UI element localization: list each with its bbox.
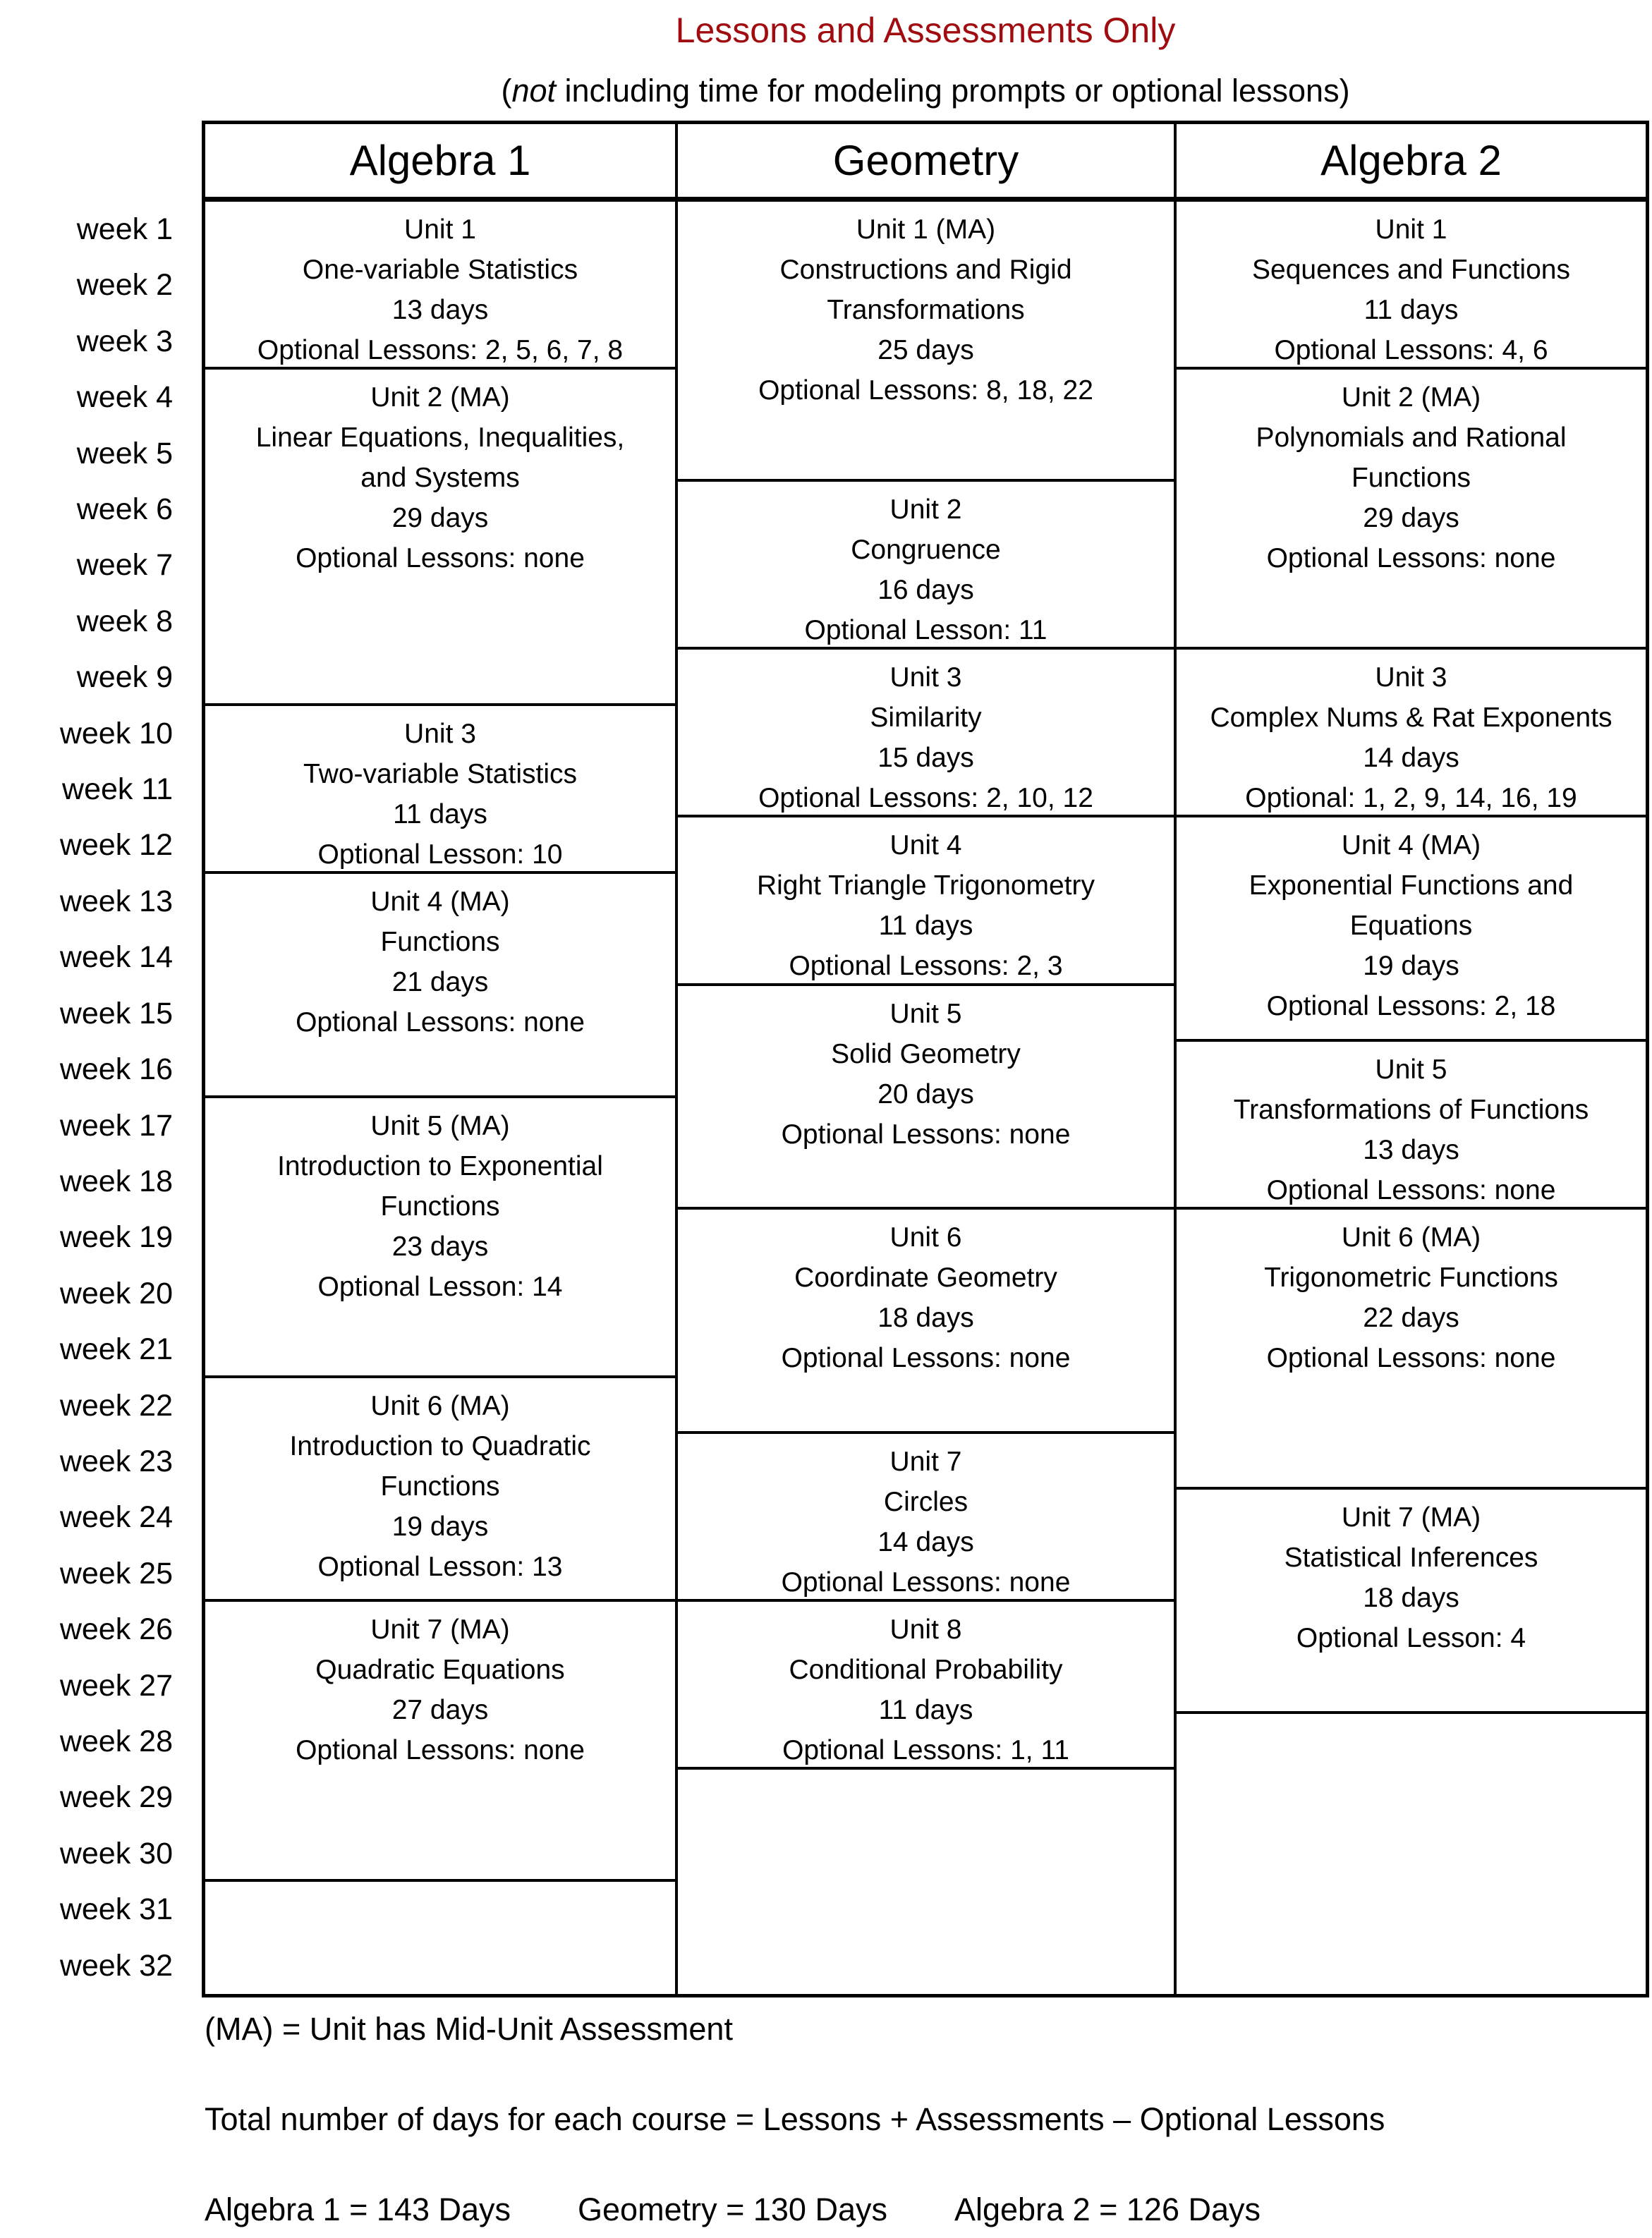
unit-cell-line: 20 days <box>877 1078 974 1109</box>
unit-cell-algebra-2-unit-5 <box>1177 1042 1646 1210</box>
unit-cell-line: Optional Lessons: none <box>296 1735 585 1766</box>
course-total-algebra-2: Algebra 2 = 126 Days <box>954 2191 1261 2227</box>
unit-cell-line: Statistical Inferences <box>1284 1543 1538 1574</box>
unit-cell-line: Unit 8 <box>889 1614 962 1646</box>
unit-cell-algebra-1-unit-6-ma <box>205 1378 675 1603</box>
unit-cell-line: 11 days <box>878 1695 973 1726</box>
unit-cell-line: 16 days <box>877 575 974 606</box>
unit-cell-line: Unit 7 (MA) <box>370 1614 510 1646</box>
unit-cell-line: Transformations of Functions <box>1233 1095 1589 1126</box>
unit-cell-line: Unit 6 (MA) <box>1341 1222 1481 1253</box>
unit-cell-algebra-2-unit-6-ma <box>1177 1210 1646 1490</box>
unit-cell-line: 18 days <box>877 1303 974 1334</box>
week-label: week 17 <box>59 1108 173 1143</box>
week-label: week 6 <box>76 492 173 527</box>
unit-cell-line: 22 days <box>1363 1303 1459 1334</box>
week-label: week 5 <box>76 436 173 470</box>
table-header-row <box>205 124 1646 202</box>
unit-cell-geometry-unit-1-ma <box>678 202 1174 482</box>
unit-cell-line: Optional Lessons: none <box>1266 1175 1556 1206</box>
unit-cell-line: Unit 3 <box>889 662 962 693</box>
week-label: week 16 <box>59 1052 173 1087</box>
unit-cell-line: Optional Lesson: 13 <box>317 1551 563 1582</box>
unit-cell-line: 29 days <box>1363 503 1459 534</box>
unit-cell-line: 25 days <box>877 335 974 365</box>
unit-cell-line: Unit 1 <box>1375 214 1447 245</box>
week-label: week 14 <box>59 940 173 975</box>
unit-cell-algebra-1-unit-5-ma <box>205 1098 675 1378</box>
unit-cell-line: Coordinate Geometry <box>794 1263 1057 1294</box>
unit-cell-line: Optional Lesson: 11 <box>804 615 1047 646</box>
unit-cell-line: 21 days <box>391 966 489 997</box>
course-header-algebra-2: Algebra 2 <box>1320 137 1502 184</box>
unit-cell-line: Optional Lessons: none <box>1266 543 1556 574</box>
unit-cell-geometry-unit-4 <box>678 817 1174 985</box>
unit-cell-line: Unit 3 <box>404 718 476 749</box>
unit-cell-algebra-2-unit-4-ma <box>1177 817 1646 1042</box>
unit-cell-line: 15 days <box>877 743 974 774</box>
unit-cell-line: Unit 2 <box>889 494 962 525</box>
page-title: Lessons and Assessments Only <box>675 11 1176 50</box>
unit-cell-line: Optional Lesson: 14 <box>317 1271 563 1302</box>
week-label: week 11 <box>62 772 173 807</box>
unit-cell-algebra-2-unit-7-ma <box>1177 1490 1646 1714</box>
unit-cell-line: Unit 6 (MA) <box>370 1390 510 1421</box>
unit-cell-line: and Systems <box>360 463 520 494</box>
unit-cell-line: 11 days <box>393 798 487 829</box>
week-label: week 8 <box>76 604 173 638</box>
unit-cell-line: Optional Lessons: 2, 5, 6, 7, 8 <box>257 335 624 365</box>
unit-cell-line: Similarity <box>870 703 982 734</box>
unit-cell-line: 27 days <box>391 1695 489 1726</box>
week-label: week 15 <box>59 996 173 1030</box>
unit-cell-line: Optional Lessons: 2, 18 <box>1266 991 1556 1022</box>
unit-cell-line: 29 days <box>391 503 489 534</box>
unit-cell-line: Unit 3 <box>1375 662 1447 693</box>
unit-cell-line: Congruence <box>851 535 1001 566</box>
week-label: week 26 <box>59 1612 173 1647</box>
course-total-geometry: Geometry = 130 Days <box>578 2191 887 2227</box>
week-label: week 21 <box>59 1332 173 1367</box>
unit-cell-line: Optional Lessons: 2, 3 <box>789 951 1063 982</box>
total-days-formula: Total number of days for each course = Lessons + Assessments – Optional Lessons <box>205 2101 1385 2137</box>
week-label: week 13 <box>59 884 173 918</box>
week-label: week 29 <box>59 1780 173 1815</box>
unit-cell-line: Circles <box>883 1486 968 1517</box>
unit-cell-algebra-2-unit-2-ma <box>1177 370 1646 650</box>
unit-cell-geometry-unit-6 <box>678 1210 1174 1434</box>
pacing-table <box>202 121 1649 1997</box>
week-label: week 28 <box>59 1724 173 1758</box>
course-column-algebra-1 <box>205 202 678 1994</box>
unit-cell-geometry-unit-2 <box>678 482 1174 650</box>
unit-cell-line: Optional Lessons: none <box>781 1567 1071 1598</box>
unit-cell-algebra-1-unit-2-ma <box>205 370 675 705</box>
unit-cell-line: Optional Lessons: none <box>1266 1343 1556 1374</box>
course-header-algebra-1: Algebra 1 <box>205 124 678 197</box>
course-header-geometry: Geometry <box>678 124 1177 197</box>
unit-cell-line: Polynomials and Rational <box>1256 422 1567 454</box>
unit-cell-line: One-variable Statistics <box>302 255 578 285</box>
week-label: week 12 <box>59 828 173 863</box>
week-label: week 27 <box>59 1668 173 1703</box>
unit-cell-line: Optional Lesson: 10 <box>317 839 563 870</box>
unit-cell-geometry-unit-7 <box>678 1434 1174 1602</box>
unit-cell-line: Optional: 1, 2, 9, 14, 16, 19 <box>1245 783 1577 814</box>
unit-cell-line: Introduction to Quadratic <box>289 1430 591 1461</box>
unit-cell-algebra-1-unit-4-ma <box>205 874 675 1098</box>
week-label: week 3 <box>76 324 173 358</box>
week-label: week 23 <box>59 1444 173 1478</box>
week-label: week 4 <box>76 380 173 415</box>
week-label: week 31 <box>59 1892 173 1927</box>
unit-cell-line: Equations <box>1349 911 1473 942</box>
table-body <box>205 202 1646 1994</box>
course-total-algebra-1: Algebra 1 = 143 Days <box>205 2191 511 2227</box>
subtitle-prefix: ( <box>501 73 512 109</box>
unit-cell-line: 11 days <box>878 911 973 942</box>
course-column-algebra-2 <box>1177 202 1646 1994</box>
unit-cell-line: Introduction to Exponential <box>277 1150 603 1181</box>
unit-cell-line: Quadratic Equations <box>315 1655 565 1686</box>
week-label: week 18 <box>59 1164 173 1198</box>
empty-cell-algebra-1 <box>205 1882 675 1994</box>
empty-cell-geometry <box>678 1770 1174 1994</box>
legend-note: (MA) = Unit has Mid-Unit Assessment <box>205 2011 733 2047</box>
unit-cell-line: Functions <box>380 1471 500 1502</box>
week-label: week 20 <box>59 1276 173 1310</box>
unit-cell-line: Unit 6 <box>889 1222 962 1253</box>
unit-cell-line: Optional Lessons: none <box>296 1007 585 1038</box>
week-label: week 30 <box>59 1836 173 1871</box>
unit-cell-line: Unit 1 (MA) <box>856 214 996 245</box>
unit-cell-algebra-1-unit-1 <box>205 202 675 370</box>
unit-cell-algebra-2-unit-3 <box>1177 650 1646 817</box>
course-totals-row <box>205 2189 1261 2230</box>
unit-cell-line: Optional Lessons: none <box>781 1119 1071 1150</box>
unit-cell-line: Optional Lessons: 4, 6 <box>1274 335 1548 365</box>
unit-cell-line: Trigonometric Functions <box>1264 1263 1558 1294</box>
unit-cell-line: Unit 4 <box>889 830 962 861</box>
course-column-geometry <box>678 202 1177 1994</box>
unit-cell-line: 14 days <box>1363 743 1459 774</box>
unit-cell-line: Unit 4 (MA) <box>370 886 510 917</box>
unit-cell-geometry-unit-8 <box>678 1602 1174 1770</box>
unit-cell-line: 14 days <box>877 1526 974 1557</box>
unit-cell-line: Unit 4 (MA) <box>1341 830 1481 861</box>
page-subtitle <box>202 71 1649 111</box>
unit-cell-algebra-1-unit-7-ma <box>205 1602 675 1882</box>
unit-cell-line: Unit 2 (MA) <box>370 382 510 413</box>
week-label: week 19 <box>59 1220 173 1255</box>
unit-cell-geometry-unit-3 <box>678 650 1174 817</box>
unit-cell-line: Unit 5 <box>889 998 962 1029</box>
week-label: week 7 <box>76 548 173 583</box>
week-label: week 24 <box>59 1500 173 1535</box>
week-label: week 10 <box>59 716 173 750</box>
empty-cell-algebra-2 <box>1177 1714 1646 1994</box>
unit-cell-line: Optional Lessons: 1, 11 <box>782 1735 1069 1766</box>
unit-cell-line: Transformations <box>827 295 1025 325</box>
subtitle-rest: including time for modeling prompts or optional lessons) <box>556 73 1350 109</box>
unit-cell-line: 13 days <box>391 295 489 325</box>
unit-cell-line: Unit 7 <box>889 1446 962 1477</box>
unit-cell-line: 11 days <box>1363 295 1459 325</box>
week-label: week 9 <box>76 660 173 695</box>
unit-cell-line: Unit 7 (MA) <box>1341 1502 1481 1533</box>
week-label: week 1 <box>76 212 173 246</box>
unit-cell-line: 23 days <box>391 1231 489 1262</box>
unit-cell-line: 19 days <box>391 1511 489 1542</box>
unit-cell-line: Exponential Functions and <box>1249 870 1574 901</box>
unit-cell-line: Optional Lessons: none <box>781 1343 1071 1374</box>
unit-cell-line: Sequences and Functions <box>1252 255 1570 285</box>
unit-cell-line: Optional Lessons: 2, 10, 12 <box>758 783 1093 814</box>
unit-cell-line: Optional Lesson: 4 <box>1296 1623 1526 1654</box>
unit-cell-geometry-unit-5 <box>678 986 1174 1210</box>
unit-cell-line: Optional Lessons: none <box>296 543 585 574</box>
week-label: week 2 <box>76 268 173 303</box>
unit-cell-line: 13 days <box>1363 1135 1459 1166</box>
unit-cell-line: 18 days <box>1363 1583 1459 1614</box>
subtitle-italic-word: not <box>511 73 556 109</box>
unit-cell-line: Functions <box>380 926 500 957</box>
unit-cell-algebra-1-unit-3 <box>205 706 675 874</box>
unit-cell-line: Conditional Probability <box>789 1655 1063 1686</box>
unit-cell-line: 19 days <box>1363 951 1459 982</box>
week-label: week 32 <box>59 1948 173 1983</box>
unit-cell-line: Right Triangle Trigonometry <box>756 870 1095 901</box>
unit-cell-algebra-2-unit-1 <box>1177 202 1646 370</box>
unit-cell-line: Constructions and Rigid <box>779 255 1072 285</box>
unit-cell-line: Complex Nums & Rat Exponents <box>1210 703 1612 734</box>
week-label: week 25 <box>59 1556 173 1591</box>
unit-cell-line: Linear Equations, Inequalities, <box>255 422 625 454</box>
unit-cell-line: Optional Lessons: 8, 18, 22 <box>758 375 1093 406</box>
unit-cell-line: Two-variable Statistics <box>303 758 577 789</box>
week-label: week 22 <box>59 1388 173 1423</box>
unit-cell-line: Solid Geometry <box>831 1038 1021 1069</box>
unit-cell-line: Unit 5 <box>1375 1054 1447 1085</box>
unit-cell-line: Unit 5 (MA) <box>370 1110 510 1141</box>
unit-cell-line: Functions <box>380 1191 500 1222</box>
unit-cell-line: Unit 2 (MA) <box>1341 382 1481 413</box>
unit-cell-line: Functions <box>1351 463 1471 494</box>
unit-cell-line: Unit 1 <box>404 214 476 245</box>
